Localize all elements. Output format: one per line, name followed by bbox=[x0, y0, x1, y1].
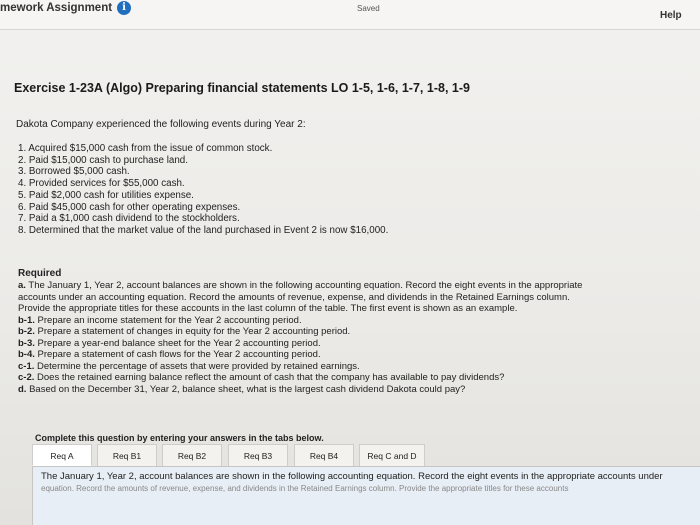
required-item-text: Does the retained earning balance reflect the amount of cash that the company has available to pay dividends? bbox=[34, 372, 505, 383]
required-item-text: The January 1, Year 2, account balances are shown in the following accounting equation. Record the eight events in the appropriate bbox=[25, 280, 583, 291]
assignment-title-text: mework Assignment bbox=[0, 2, 113, 14]
tab-req-b4[interactable]: Req B4 bbox=[294, 444, 354, 466]
tab-content-panel bbox=[32, 467, 700, 525]
required-item-tag: c-1. bbox=[18, 360, 35, 372]
required-item bbox=[18, 303, 698, 315]
panel-line: equation. Record the amounts of revenue, expense, and dividends in the Retained Earnings column. Provide the appropriate titles for these accounts bbox=[41, 484, 569, 493]
required-item-text: Prepare a year-end balance sheet for the Year 2 accounting period. bbox=[34, 337, 321, 349]
required-item-tag: b-4. bbox=[18, 349, 35, 360]
required-item bbox=[18, 384, 698, 396]
required-item-tag: a. bbox=[18, 280, 26, 291]
required-item bbox=[18, 292, 698, 304]
complete-instructions: Complete this question by entering your answers in the tabs below. bbox=[35, 433, 324, 443]
exercise-title: Exercise 1-23A (Algo) Preparing financial statements LO 1-5, 1-6, 1-7, 1-8, 1-9 bbox=[14, 81, 470, 95]
tab-bar bbox=[32, 439, 700, 467]
tab-req-b3[interactable]: Req B3 bbox=[228, 444, 288, 466]
tab-req-c-and-d[interactable]: Req C and D bbox=[359, 444, 425, 466]
required-item-text: Provide the appropriate titles for these accounts in the last column of the table. The first event is shown as an example. bbox=[18, 303, 518, 314]
info-icon[interactable]: i bbox=[117, 1, 131, 15]
required-item bbox=[18, 326, 698, 338]
required-item bbox=[18, 280, 698, 292]
required-item-text: Prepare a statement of changes in equity for the Year 2 accounting period. bbox=[34, 326, 351, 337]
required-item bbox=[18, 338, 698, 350]
tab-req-b1[interactable]: Req B1 bbox=[97, 444, 157, 466]
required-item-tag: b-3. bbox=[18, 337, 35, 349]
top-bar bbox=[0, 0, 700, 30]
required-heading: Required bbox=[18, 268, 62, 279]
event-item: 3. Borrowed $5,000 cash. bbox=[18, 166, 130, 178]
event-item: 4. Provided services for $55,000 cash. bbox=[18, 178, 185, 190]
event-item: 6. Paid $45,000 cash for other operating expenses. bbox=[18, 201, 241, 213]
tab-req-a[interactable]: Req A bbox=[32, 444, 92, 466]
required-item-text: Based on the December 31, Year 2, balance sheet, what is the largest cash dividend Dakota could pay? bbox=[26, 383, 466, 395]
required-item-text: Determine the percentage of assets that were provided by retained earnings. bbox=[34, 360, 360, 372]
event-item: 2. Paid $15,000 cash to purchase land. bbox=[18, 154, 188, 166]
exercise-intro: Dakota Company experienced the following events during Year 2: bbox=[16, 119, 306, 130]
saved-status: Saved bbox=[357, 4, 380, 13]
event-item: 5. Paid $2,000 cash for utilities expense. bbox=[18, 189, 194, 201]
required-item-tag: b-2. bbox=[18, 326, 35, 337]
panel-text bbox=[41, 471, 663, 495]
panel-line: The January 1, Year 2, account balances are shown in the following accounting equation. Record the eight events in the appropriate accounts under bbox=[41, 471, 663, 482]
event-item: 7. Paid a $1,000 cash dividend to the stockholders. bbox=[18, 213, 240, 225]
required-item-tag: b-1. bbox=[18, 314, 35, 326]
required-item-tag: c-2. bbox=[18, 372, 35, 383]
required-item bbox=[18, 349, 698, 361]
required-item-text: Prepare an income statement for the Year 2 accounting period. bbox=[34, 314, 302, 326]
event-item: 1. Acquired $15,000 cash from the issue of common stock. bbox=[18, 143, 273, 154]
required-item-text: Prepare a statement of cash flows for the Year 2 accounting period. bbox=[34, 349, 321, 360]
required-item bbox=[18, 372, 698, 384]
required-item-text: accounts under an accounting equation. Record the amounts of revenue, expense, and dividends in the Retained Earnings column. bbox=[18, 291, 570, 303]
help-link[interactable]: Help bbox=[660, 10, 682, 21]
tab-req-b2[interactable]: Req B2 bbox=[162, 444, 222, 466]
assignment-title bbox=[0, 1, 131, 15]
required-section bbox=[18, 268, 698, 395]
events-list bbox=[18, 143, 388, 237]
required-item-tag: d. bbox=[18, 383, 27, 395]
required-item bbox=[18, 315, 698, 327]
required-item bbox=[18, 361, 698, 373]
event-item: 8. Determined that the market value of the land purchased in Event 2 is now $16,000. bbox=[18, 224, 389, 236]
